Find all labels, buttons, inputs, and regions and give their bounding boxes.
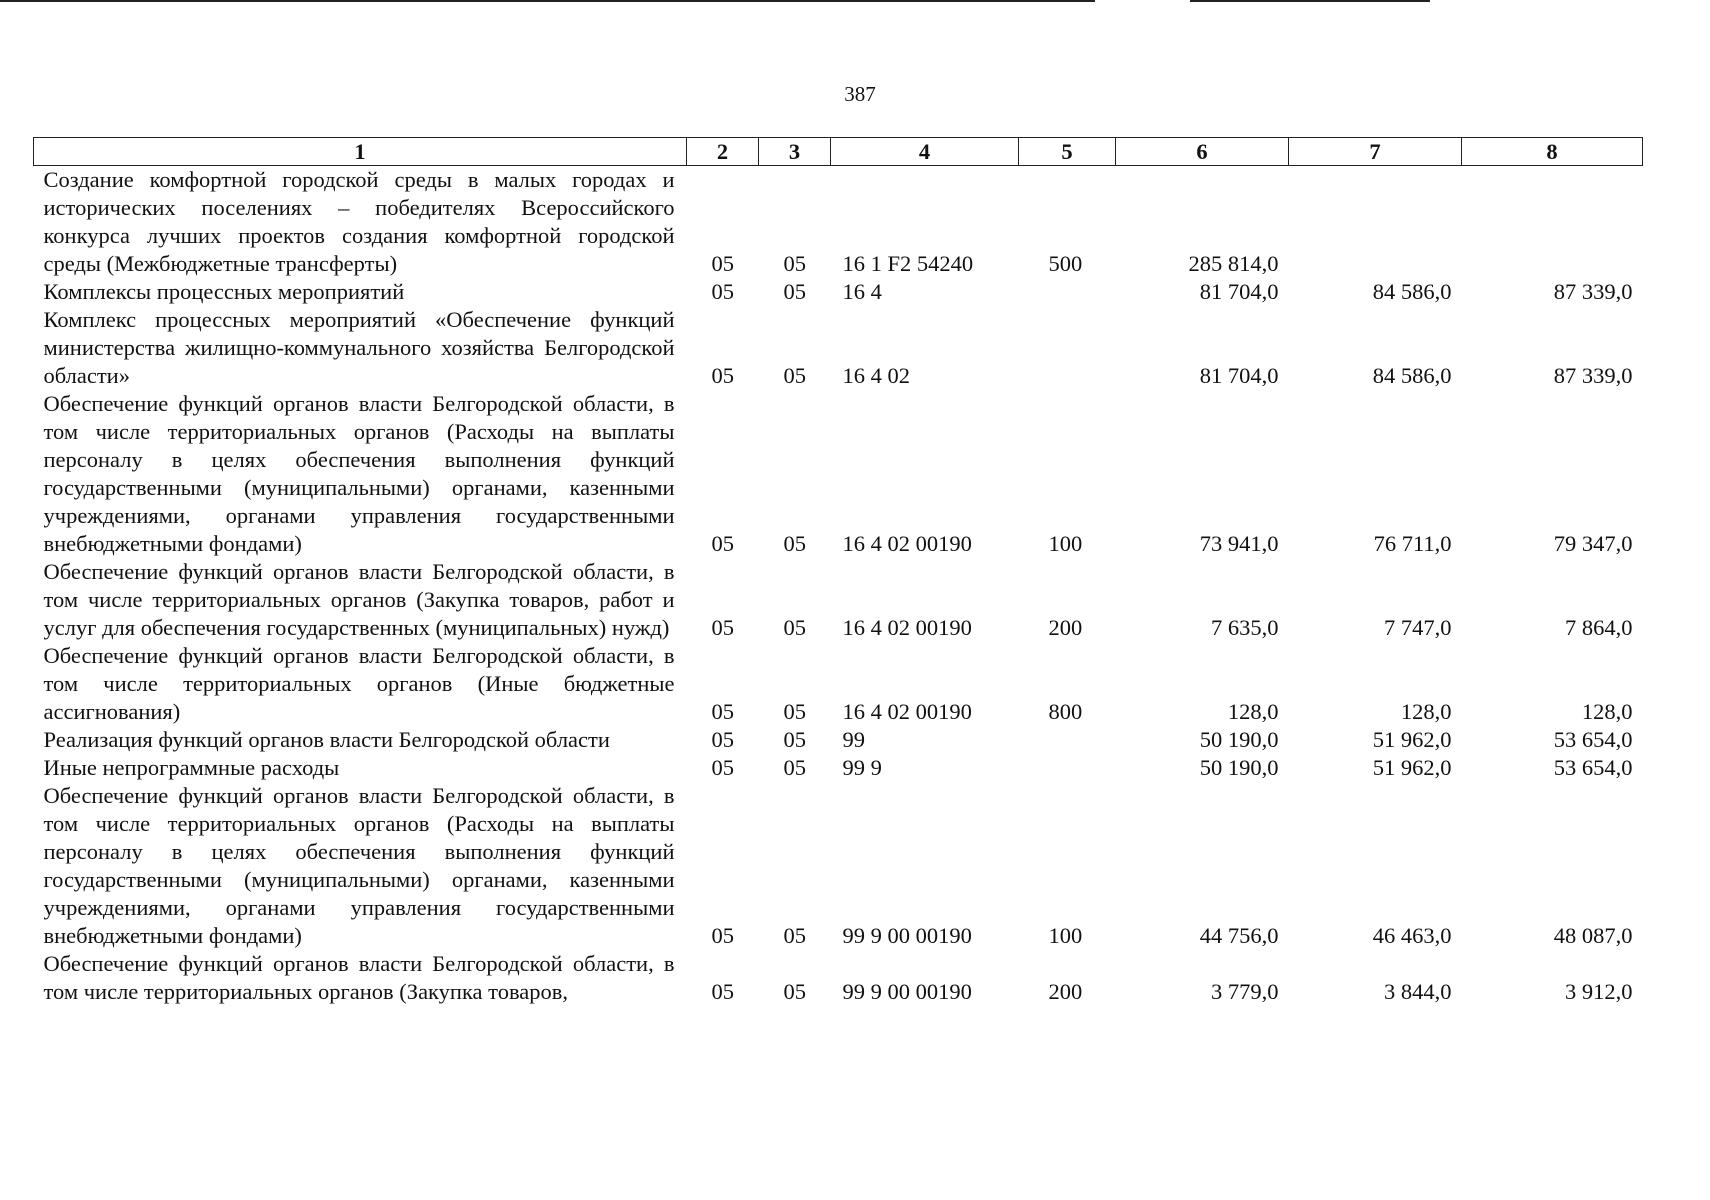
header-col-3: 3 [759,138,831,166]
row-subsection: 05 [783,755,806,780]
row-target-code: 16 4 02 00190 [842,531,972,556]
row-amount-1: 128,0 [1227,699,1279,724]
row-amount-2: 84 586,0 [1372,279,1452,304]
row-amount-2: 7 747,0 [1384,615,1452,640]
row-amount-1: 285 814,0 [1188,251,1279,276]
row-expense-type [1019,726,1116,754]
page-number: 387 [844,82,876,106]
budget-table [33,137,1643,1006]
row-name: Комплексы процессных мероприятий [43,279,405,304]
row-amount-3: 87 339,0 [1553,363,1633,388]
row-subsection: 05 [783,615,806,640]
row-amount-3: 79 347,0 [1553,531,1633,556]
row-amount-2 [1289,166,1462,279]
row-target-code: 16 4 [842,279,882,304]
row-amount-2: 3 844,0 [1384,979,1452,1004]
row-amount-3 [1462,166,1643,279]
row-amount-1: 7 635,0 [1211,615,1279,640]
row-subsection: 05 [783,727,806,752]
row-expense-type: 800 [1048,699,1083,724]
scan-edge-line-left [0,0,1095,2]
row-name: Обеспечение функций органов власти Белгородской области, в том числе территориальных органов (Расходы на выплаты персоналу в целях обеспечения выполнения функций государственными (муниципальными) органами, казенными учреждениями, органами управления государственными внебюджетными фондами) [43,391,675,556]
row-amount-1: 50 190,0 [1199,727,1279,752]
row-expense-type [1019,754,1116,782]
row-target-code: 16 4 02 00190 [842,615,972,640]
row-subsection: 05 [783,531,806,556]
row-name: Обеспечение функций органов власти Белгородской области, в том числе территориальных органов (Закупка товаров, работ и услуг для обеспечения государственных (муниципальных) нужд) [43,559,675,640]
row-amount-1: 44 756,0 [1199,923,1279,948]
table-row [34,950,1643,1006]
row-section: 05 [711,727,734,752]
row-amount-2: 51 962,0 [1372,755,1452,780]
row-amount-2: 84 586,0 [1372,363,1452,388]
row-amount-3: 7 864,0 [1565,615,1633,640]
row-expense-type: 200 [1048,615,1083,640]
row-name: Иные непрограммные расходы [43,755,340,780]
row-target-code: 16 1 F2 54240 [842,251,974,276]
row-name: Создание комфортной городской среды в малых городах и исторических поселениях – победителях Всероссийского конкурса лучших проектов создания комфортной городской среды (Межбюджетные трансферты) [43,167,675,276]
row-expense-type: 100 [1048,531,1083,556]
row-name: Обеспечение функций органов власти Белгородской области, в том числе территориальных органов (Расходы на выплаты персоналу в целях обеспечения выполнения функций государственными (муниципальными) органами, казенными учреждениями, органами управления государственными внебюджетными фондами) [43,783,675,948]
table-body [34,166,1643,1007]
row-section: 05 [711,251,734,276]
row-amount-3: 87 339,0 [1553,279,1633,304]
row-subsection: 05 [783,979,806,1004]
row-subsection: 05 [783,923,806,948]
row-section: 05 [711,699,734,724]
header-col-7: 7 [1289,138,1462,166]
header-col-8: 8 [1462,138,1643,166]
row-target-code: 99 9 00 00190 [842,979,972,1004]
header-col-6: 6 [1116,138,1289,166]
row-amount-3: 48 087,0 [1553,923,1633,948]
row-name: Обеспечение функций органов власти Белгородской области, в том числе территориальных органов (Иные бюджетные ассигнования) [43,643,675,724]
row-expense-type: 100 [1048,923,1083,948]
table-row [34,278,1643,306]
row-name: Комплекс процессных мероприятий «Обеспечение функций министерства жилищно-коммунального хозяйства Белгородской области» [43,307,675,388]
table-row [34,166,1643,279]
table-row [34,782,1643,950]
header-col-1: 1 [34,138,687,166]
table-header [34,138,1643,166]
header-col-4: 4 [831,138,1019,166]
table-row [34,390,1643,558]
row-section: 05 [711,923,734,948]
row-section: 05 [711,755,734,780]
row-expense-type [1019,278,1116,306]
table-row [34,558,1643,642]
row-amount-2: 76 711,0 [1373,531,1452,556]
row-expense-type: 500 [1048,251,1083,276]
row-target-code: 99 9 00 00190 [842,923,972,948]
row-amount-3: 128,0 [1581,699,1633,724]
row-subsection: 05 [783,699,806,724]
row-section: 05 [711,363,734,388]
row-amount-1: 50 190,0 [1199,755,1279,780]
row-subsection: 05 [783,251,806,276]
row-amount-1: 81 704,0 [1199,279,1279,304]
row-section: 05 [711,979,734,1004]
table-row [34,726,1643,754]
row-amount-3: 3 912,0 [1565,979,1633,1004]
table-row [34,754,1643,782]
row-expense-type [1019,306,1116,390]
row-target-code: 16 4 02 [842,363,910,388]
row-amount-1: 3 779,0 [1211,979,1279,1004]
scan-edge-line-right [1190,0,1430,2]
row-amount-2: 128,0 [1400,699,1452,724]
row-name: Обеспечение функций органов власти Белгородской области, в том числе территориальных органов (Закупка товаров, [43,951,675,1004]
header-col-5: 5 [1019,138,1116,166]
table-row [34,642,1643,726]
row-target-code: 99 9 [842,755,882,780]
row-target-code: 99 [842,727,865,752]
row-subsection: 05 [783,279,806,304]
row-amount-1: 81 704,0 [1199,363,1279,388]
row-amount-2: 46 463,0 [1372,923,1452,948]
row-amount-1: 73 941,0 [1199,531,1279,556]
row-section: 05 [711,531,734,556]
row-subsection: 05 [783,363,806,388]
row-expense-type: 200 [1048,979,1083,1004]
header-col-2: 2 [687,138,759,166]
row-section: 05 [711,279,734,304]
table-row [34,306,1643,390]
row-amount-3: 53 654,0 [1553,755,1633,780]
row-name: Реализация функций органов власти Белгородской области [43,727,610,752]
header-row [34,138,1643,166]
row-amount-2: 51 962,0 [1372,727,1452,752]
row-target-code: 16 4 02 00190 [842,699,972,724]
row-section: 05 [711,615,734,640]
row-amount-3: 53 654,0 [1553,727,1633,752]
